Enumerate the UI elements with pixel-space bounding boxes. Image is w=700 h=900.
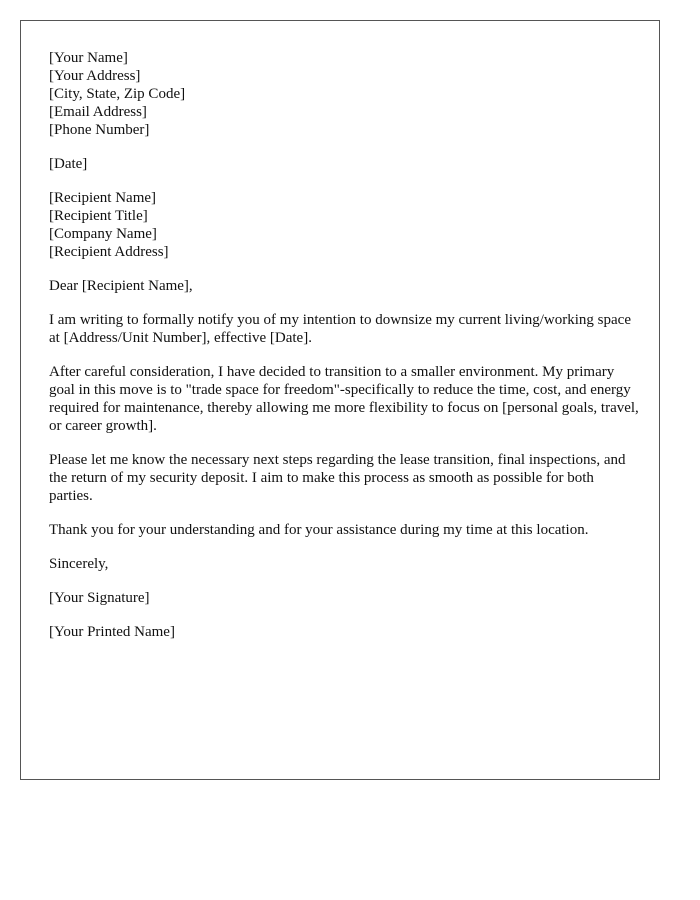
body-paragraph-4: Thank you for your understanding and for your assistance during my time at this location. <box>49 522 589 538</box>
letter-content <box>49 49 639 657</box>
sender-city-state-zip: [City, State, Zip Code] <box>49 86 186 102</box>
sender-block <box>49 49 639 139</box>
recipient-company: [Company Name] <box>49 226 157 242</box>
salutation: Dear [Recipient Name], <box>49 278 193 294</box>
recipient-title: [Recipient Title] <box>49 208 148 224</box>
printed-name: [Your Printed Name] <box>49 624 175 640</box>
sender-name: [Your Name] <box>49 50 128 66</box>
date-block <box>49 155 639 173</box>
sender-email: [Email Address] <box>49 104 147 120</box>
letter-date: [Date] <box>49 156 88 172</box>
closing: Sincerely, <box>49 556 109 572</box>
signature: [Your Signature] <box>49 590 150 606</box>
recipient-name: [Recipient Name] <box>49 190 157 206</box>
letter-page <box>20 20 660 780</box>
body-paragraph-2: After careful consideration, I have decided to transition to a smaller environment. My primary goal in this move is to "trade space for freedom"-specifically to reduce the time, cost, and energy required for maintenance, thereby allowing me more flexibility to focus on [personal goals, travel, or career growth]. <box>49 364 639 434</box>
sender-address: [Your Address] <box>49 68 141 84</box>
body-paragraph-1: I am writing to formally notify you of my intention to downsize my current living/working space at [Address/Unit Number], effective [Date]. <box>49 312 631 346</box>
recipient-block <box>49 189 639 261</box>
sender-phone: [Phone Number] <box>49 122 150 138</box>
recipient-address: [Recipient Address] <box>49 244 169 260</box>
body-paragraph-3: Please let me know the necessary next steps regarding the lease transition, final inspections, and the return of my security deposit. I aim to make this process as smooth as possible for both parties. <box>49 452 626 504</box>
